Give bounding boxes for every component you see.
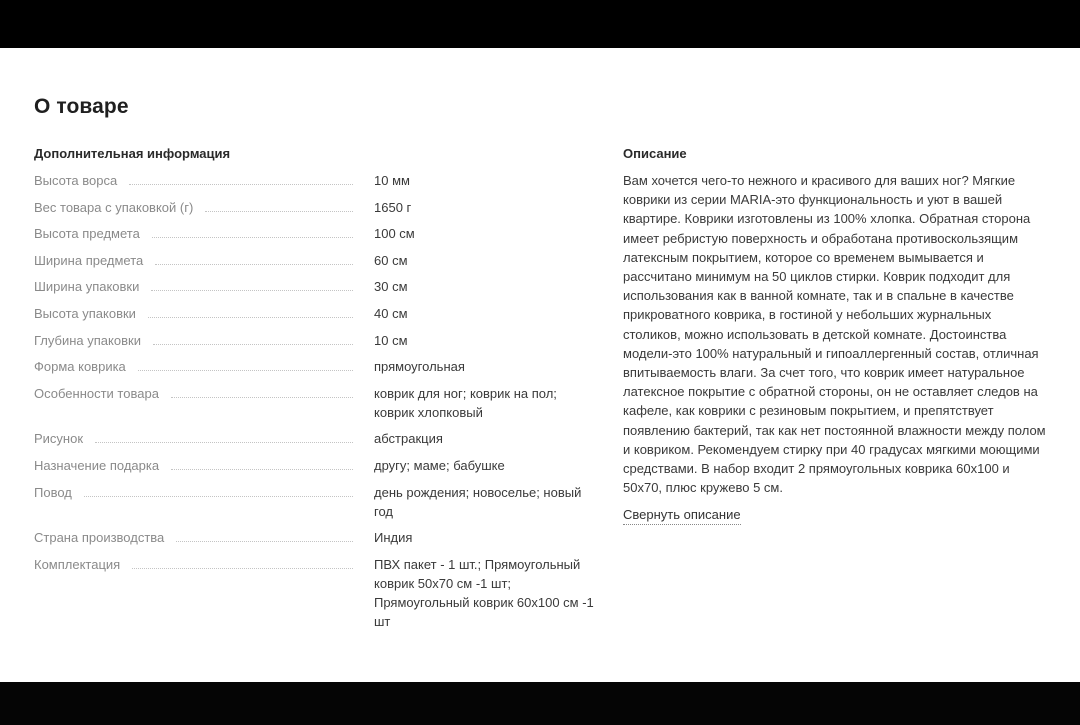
additional-info-section [34,145,594,638]
spec-name: Рисунок [34,431,84,447]
dotted-leader [152,237,353,238]
spec-value: 60 см [374,252,408,268]
spec-name: Повод [34,484,72,500]
collapse-description-link[interactable]: Свернуть описание [623,506,741,525]
description-section [623,145,1051,525]
spec-value: 10 мм [374,173,410,188]
description-text: Вам хочется чего-то нежного и красивого для ваших ног? Мягкие коврики из серии MARIA-это функциональность и уют в вашей квартире. Коврики изготовлены из 100% хлопка. Обратная сторона имеет ребристую поверхность и обработана противоскользящим латексным покрытием, которое со временем вымывается и рассчитано минимум на 50 циклов стирки. Коврик подходит для использования как в ванной комнате, так и в спальне в качестве прикроватного коврика, в гостиной у небольших журнальных столиков, можно использовать в детской комнате. Достоинства модели-это 100% натуральный и гипоаллергенный состав, отличная впитываемость влаги. За счет того, что коврик имеет натуральное латексное покрытие с обратной стороны, он не оставляет следов на кафеле, как коврики с резиновым покрытием, и препятствует появлению бактерий, так как нет постоянной влажности между полом и ковриком. Рекомендуем стирку при 40 градусах мягкими моющими средствами. В набор входит 2 прямоугольных коврика 60х100 и 50х70, плюс кружево 5 см. [623,173,1046,496]
dotted-leader [176,541,353,542]
spec-name: Форма коврика [34,359,126,375]
spec-name-cell [34,384,363,403]
spec-name-cell [34,251,363,270]
dotted-leader [129,184,353,185]
spec-name-cell [34,277,363,296]
spec-name-cell [34,357,363,376]
spec-value: 100 см [374,226,415,242]
product-info-panel [0,48,1080,682]
spec-name: Назначение подарка [34,457,160,473]
spec-name: Ширина предмета [34,252,144,268]
spec-value: 30 см [374,279,408,295]
spec-row [34,357,594,376]
bottom-bar [0,682,1080,725]
spec-name-cell [34,198,363,217]
spec-name: Высота упаковки [34,305,136,321]
dotted-leader [138,370,353,371]
spec-value: день рождения; новоселье; новый год [374,484,582,519]
spec-name: Вес товара с упаковкой (г) [34,199,194,215]
spec-value: 10 см [374,332,408,348]
dotted-leader [148,317,353,318]
spec-name-cell [34,456,363,475]
spec-row [34,555,594,631]
spec-row [34,331,594,350]
spec-value: другу; маме; бабушке [374,457,505,473]
dotted-leader [132,568,353,569]
spec-row [34,456,594,475]
spec-name: Особенности товара [34,385,159,401]
spec-name-cell [34,555,363,574]
dotted-leader [84,496,353,497]
spec-name-cell [34,483,363,502]
section-title: О товаре [34,95,129,118]
spec-name-cell [34,224,363,243]
spec-row [34,251,594,270]
spec-row [34,304,594,323]
spec-row [34,224,594,243]
spec-row [34,171,594,190]
dotted-leader [171,469,353,470]
spec-name-cell [34,528,363,547]
spec-value: абстракция [374,431,443,447]
spec-name: Ширина упаковки [34,279,140,295]
spec-name-cell [34,429,363,448]
spec-row [34,198,594,217]
spec-row [34,384,594,422]
spec-name: Высота ворса [34,173,118,188]
spec-name: Страна производства [34,530,165,546]
spec-value: Индия [374,530,413,546]
spec-name: Комплектация [34,556,121,572]
spec-row [34,277,594,296]
dotted-leader [205,211,353,212]
spec-value: 1650 г [374,199,412,215]
spec-name: Высота предмета [34,226,140,242]
spec-name-cell [34,331,363,350]
spec-value: прямоугольная [374,359,465,375]
spec-row [34,528,594,547]
spec-name: Глубина упаковки [34,332,141,348]
spec-name-cell [34,304,363,323]
spec-name-cell [34,171,363,190]
dotted-leader [95,442,353,443]
spec-value: 40 см [374,305,408,321]
dotted-leader [153,344,353,345]
spec-row [34,429,594,448]
top-bar [0,0,1080,48]
dotted-leader [171,397,353,398]
spec-value: коврик для ног; коврик на пол; коврик хлопковый [374,385,557,420]
spec-list [34,171,594,631]
spec-row [34,483,594,521]
description-heading: Описание [623,146,687,161]
dotted-leader [151,290,353,291]
dotted-leader [155,264,353,265]
spec-value: ПВХ пакет - 1 шт.; Прямоугольный коврик 50х70 см -1 шт; Прямоугольный коврик 60х100 см -1 шт [374,556,594,629]
additional-info-heading: Дополнительная информация [34,146,231,161]
